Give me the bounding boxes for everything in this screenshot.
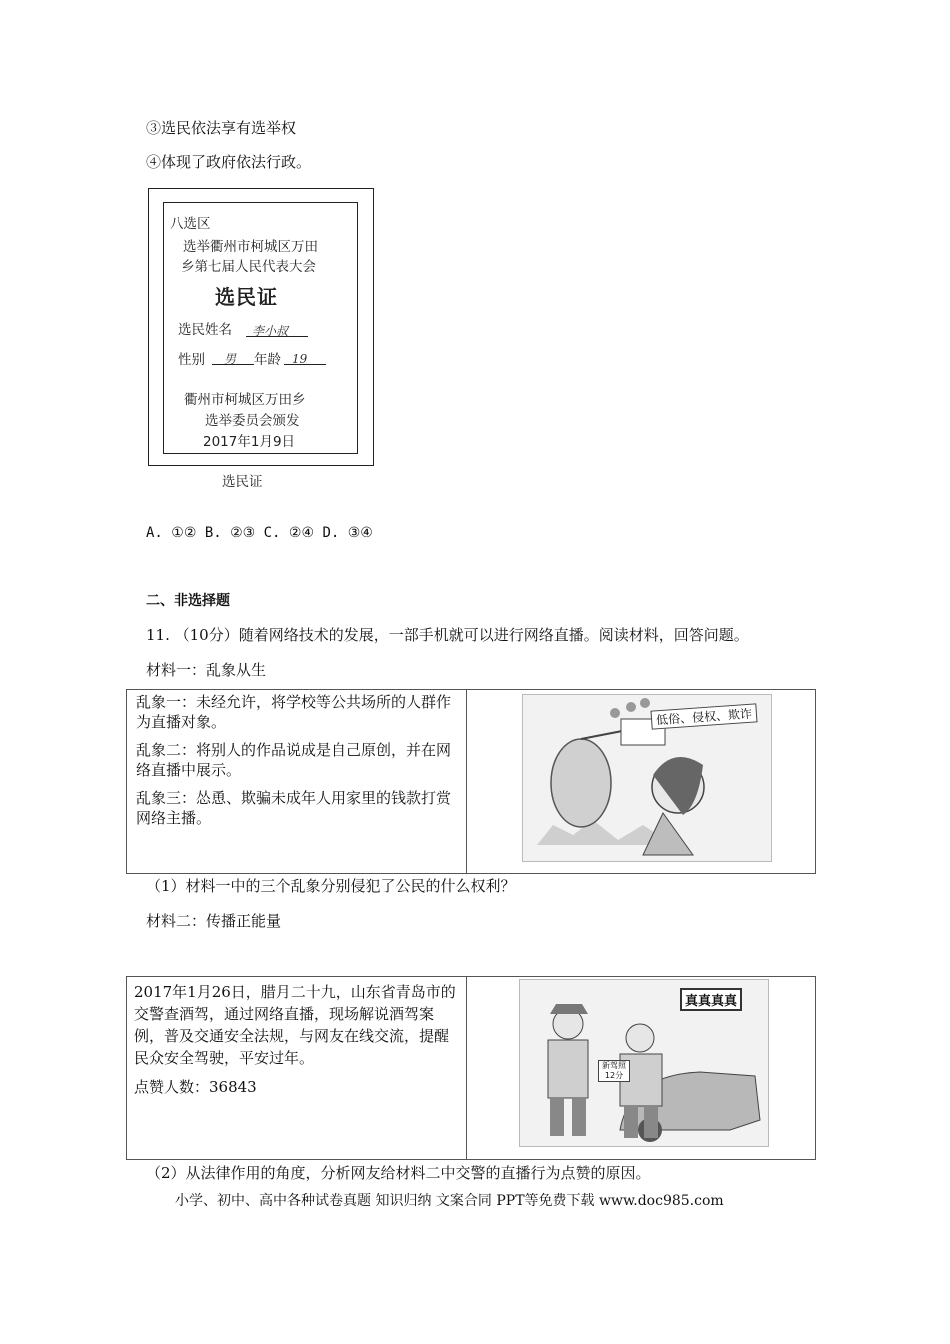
material1-divider [466,690,467,873]
chaos-item-2: 乱象二：将别人的作品说成是自己原创，并在网络直播中展示。 [136,741,452,779]
certificate-gender-value: 男 [224,352,237,366]
cartoon1-banner: 低俗、侵权、欺诈 [650,703,757,729]
question-11-stem: 11. （10分）随着网络技术的发展，一部手机就可以进行网络直播。阅读材料，回答问题。 [146,626,749,644]
material1-label: 材料一：乱象从生 [146,661,267,679]
cartoon2-sign: 新驾照 12分 [598,1060,630,1082]
material2-table [126,976,816,1160]
certificate-issuer2: 选举委员会颁发 [205,413,300,429]
certificate-name-line [246,320,308,337]
material2-divider [466,977,467,1159]
option-4: ④体现了政府依法行政。 [146,153,312,171]
certificate-line1: 选举衢州市柯城区万田 [183,239,318,255]
section-title: 二、非选择题 [146,593,230,609]
certificate-gender-label: 性别 [178,352,205,368]
chaos-item-3: 乱象三：怂恿、欺骗未成年人用家里的钱款打赏网络主播。 [136,789,452,827]
certificate-caption: 选民证 [222,474,263,490]
cartoon2-banner: 真真真真 [680,988,742,1011]
certificate-line2: 乡第七届人民代表大会 [181,259,316,275]
certificate-name-value: 李小叔 [252,324,289,338]
certificate-title: 选民证 [215,285,278,309]
material2-paragraph: 2017年1月26日，腊月二十九，山东省青岛市的交警查酒驾，通过网络直播，现场解说酒驾案例，普及交通安全法规，与网友在线交流，提醒民众安全驾驶，平安过年。 [134,983,456,1067]
sub-question-2: （2）从法律作用的角度，分析网友给材料二中交警的直播行为点赞的原因。 [146,1164,651,1182]
cartoon-traffic-police [519,979,769,1147]
answer-options: A. ①② B. ②③ C. ②④ D. ③④ [146,525,373,541]
sub-question-1: （1）材料一中的三个乱象分别侵犯了公民的什么权利？ [146,877,516,895]
certificate-age-line [284,348,326,365]
certificate-gender-line [212,348,254,365]
cartoon-livestream-chaos [522,694,772,862]
certificate-name-label: 选民姓名 [178,322,232,338]
certificate-date: 2017年1月9日 [203,434,296,450]
page-footer: 小学、初中、高中各种试卷真题 知识归纳 文案合同 PPT等免费下载 www.doc985.com [175,1193,724,1209]
certificate-age-value: 19 [292,352,308,366]
material2-text-cell [134,981,460,1105]
option-3: ③选民依法享有选举权 [146,119,297,137]
certificate-issuer1: 衢州市柯城区万田乡 [184,392,306,408]
certificate-district: 八选区 [170,216,211,232]
certificate-age-label: 年龄 [254,352,281,368]
material2-label: 材料二：传播正能量 [146,912,282,930]
material1-text-cell [136,692,460,836]
material2-likes: 点赞人数：36843 [134,1078,257,1096]
material1-table [126,689,816,874]
chaos-item-1: 乱象一：未经允许，将学校等公共场所的人群作为直播对象。 [136,693,452,731]
